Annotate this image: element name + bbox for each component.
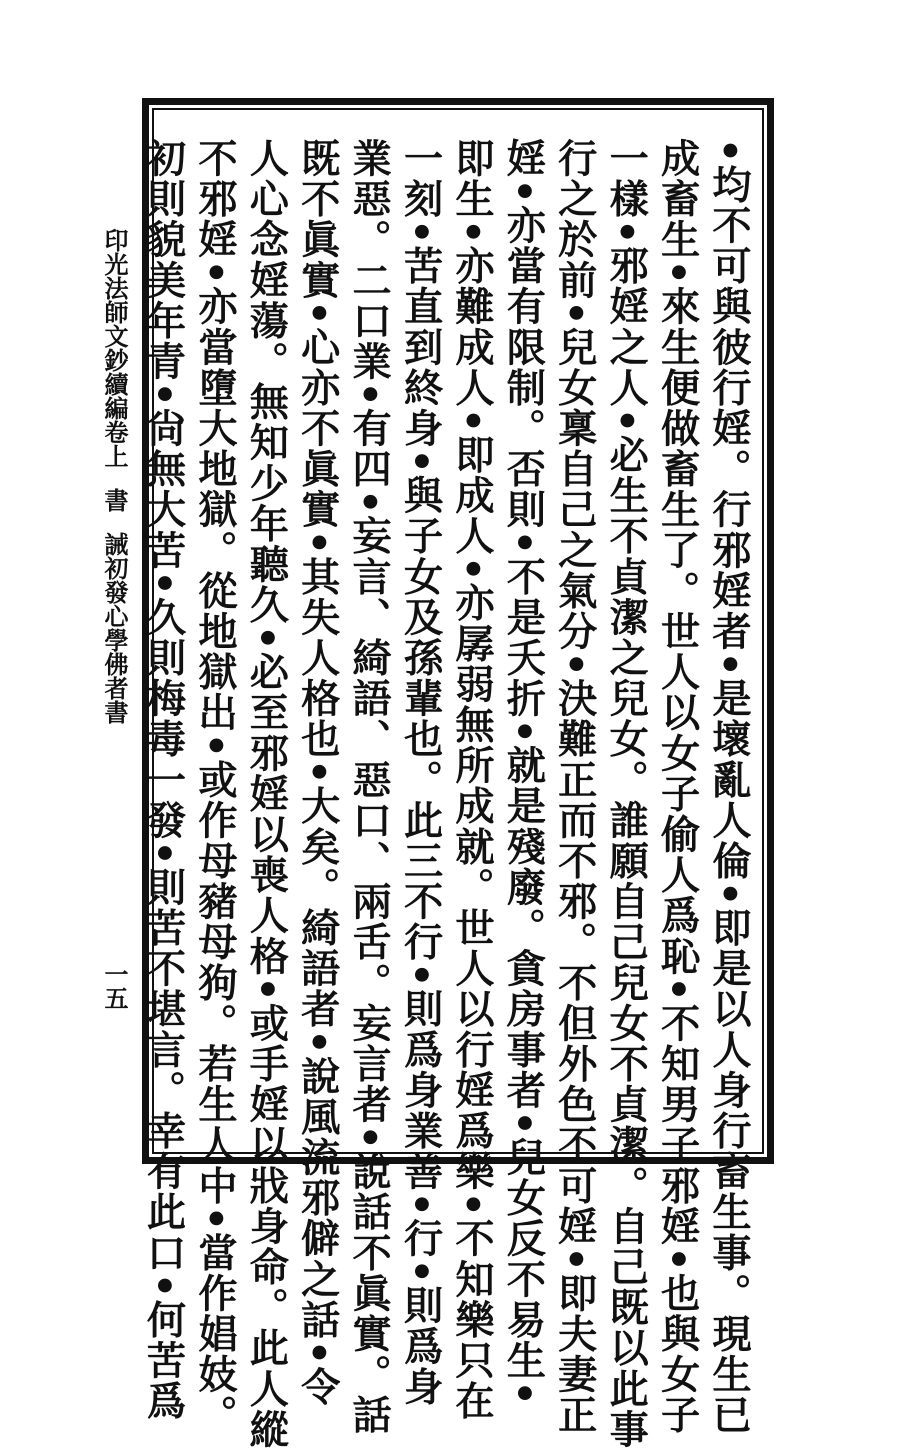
text-column: 業惡。二口業•有四•妄言、綺語、惡口、兩舌。妄言者•說話不眞實。話 — [346, 138, 393, 1436]
text-column: 人心念婬蕩。無知少年聽久•必至邪婬以喪人格•或手婬以戕身命。此人縱 — [243, 138, 290, 1450]
text-column: 不邪婬•亦當墮大地獄。從地獄出•或作母豬母狗。若生人中•當作娼妓。 — [191, 138, 238, 1436]
text-column: 初則貌美年青•尙無大苦•久則梅毒一發•則苦不堪言。幸有此口•何苦爲 — [140, 138, 187, 1422]
page-number: 一五 — [100, 962, 129, 1010]
text-column: 一樣•邪婬之人•必生不貞潔之兒女。誰願自己兒女不貞潔。自己既以此事 — [603, 138, 650, 1450]
text-column: •均不可與彼行婬。行邪婬者•是壞亂人倫•即是以人身行畜生事。現生已 — [706, 138, 752, 1436]
book-title: 印光法師文鈔續編卷上 — [100, 228, 129, 468]
text-column: 行之於前•兒女稟自己之氣分•決難正而不邪。不但外色不可婬•即夫妻正 — [551, 138, 598, 1436]
section-label: 書 — [100, 488, 129, 512]
text-column: 一刻•苦直到終身•與子女及孫輩也。此三不行•則爲身業善•行•則爲身 — [397, 138, 444, 1408]
text-column: 婬•亦當有限制。否則•不是夭折•就是殘廢。貪房事者•兒女反不易生• — [500, 138, 547, 1408]
text-column: 即生•亦難成人•即成人•亦孱弱無所成就。世人以行婬爲樂•不知樂只在 — [448, 138, 495, 1422]
chapter-title: 誡初發心學佛者書 — [100, 532, 129, 724]
text-column: 既不眞實•心亦不眞實•其失人格也•大矣。綺語者•說風流邪僻之話•令 — [294, 138, 341, 1408]
running-header — [100, 228, 128, 724]
text-column: 成畜生•來生便做畜生了。世人以女子偷人爲恥•不知男子邪婬•也與女子 — [654, 138, 701, 1436]
main-text-body — [140, 138, 754, 1450]
